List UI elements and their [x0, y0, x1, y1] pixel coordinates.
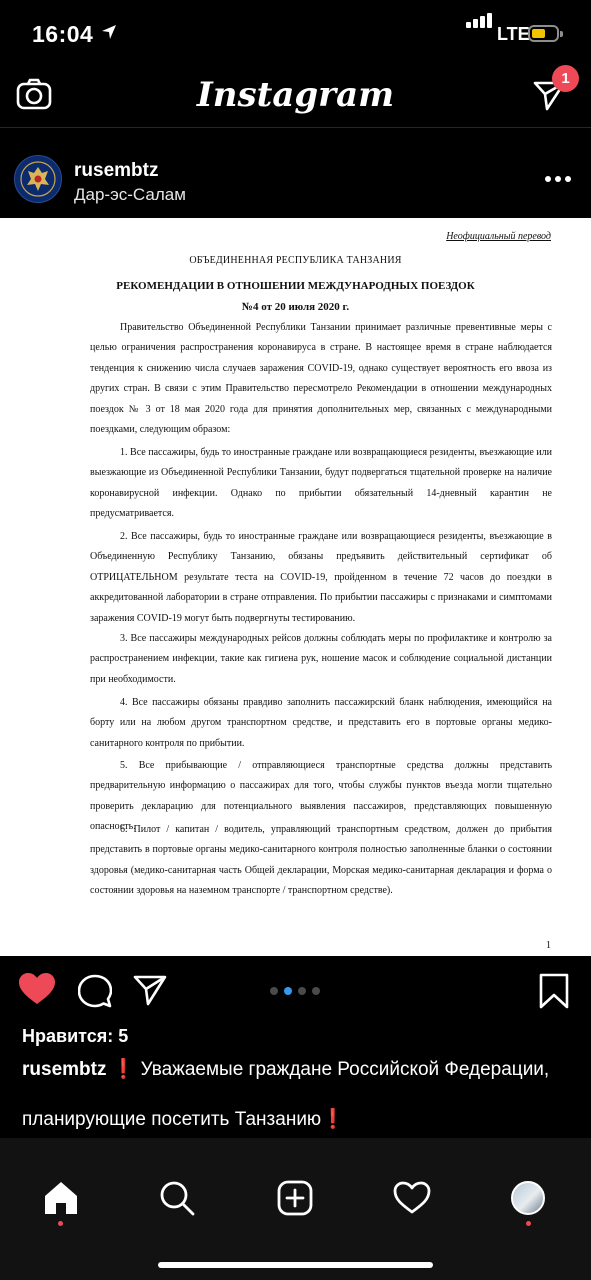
more-options-icon[interactable] [544, 175, 572, 183]
like-heart-icon[interactable] [18, 972, 56, 1006]
post-username[interactable]: rusembtz [74, 160, 159, 181]
status-time: 16:04 [32, 21, 94, 47]
document-paragraph: 4. Все пассажиры обязаны правдиво заполнить пассажирский бланк наблюдения, имеющийся на борту или на любом другом транспортном средстве, и представить его в портовые органы медико-санитарного контроля по прибытии. [90, 697, 552, 749]
post-caption [22, 1058, 562, 1082]
profile-avatar[interactable] [511, 1181, 545, 1215]
likes-count[interactable]: Нравится: 5 [22, 1026, 129, 1046]
instagram-logo: Instagram [196, 75, 395, 115]
home-icon[interactable] [43, 1180, 79, 1216]
document-paragraph: 3. Все пассажиры международных рейсов должны соблюдать меры по профилактике и контролю за распространением инфекции, такие как гигиена рук, ношение масок и соблюдение социальной дистанции при необходимости. [90, 633, 552, 685]
post-image-document[interactable] [0, 218, 591, 956]
profile-notification-dot [526, 1221, 531, 1226]
document-paragraph: 2. Все пассажиры, будь то иностранные граждане или возвращающиеся резиденты, въезжающие в Объединенную Республику Танзанию, обязаны предъявить действительный сертификат об ОТРИЦАТЕЛЬНОМ результате теста на COVID-19, пройденном в течение 72 часов до поездки в аккредитованной лаборатории в стране отправления. По прибытии пассажиры с признаками и симптомами заражения COVID-19 могут быть подвергнуты тестированию. [90, 531, 552, 624]
battery-icon [528, 25, 559, 42]
document-paragraph: 5. Все прибывающие / отправляющиеся транспортные средства должны представить предварительную информацию о пассажирах для того, чтобы службы пунктов въезда могли тщательно проверить декларацию для потенциального выявления пассажиров, представляющих повышенную опасность. [90, 760, 552, 833]
network-type: LTE [497, 24, 530, 44]
activity-heart-icon[interactable] [393, 1181, 431, 1215]
bookmark-icon[interactable] [538, 973, 570, 1009]
home-indicator [158, 1262, 433, 1268]
document-paragraph: 6. Пилот / капитан / водитель, управляющий транспортным средством, должен до прибытия представить в портовые органы медико-санитарного контроля полностью заполненные бланки о состоянии здоровья (медико-санитарная часть Общей декларации, Морская медико-санитарная декларация и форма о состоянии здоровья на наземном транспорте / транспортном средстве). [90, 824, 552, 897]
caption-text: ❗ Уважаемые граждане Российской Федерации, [111, 1059, 550, 1080]
home-notification-dot [58, 1221, 63, 1226]
caption-text-line: планирующие посетить Танзанию❗ [22, 1109, 345, 1130]
document-country: ОБЪЕДИНЕННАЯ РЕСПУБЛИКА ТАНЗАНИЯ [189, 255, 402, 266]
document-subtitle: №4 от 20 июля 2020 г. [241, 301, 350, 313]
document-paragraph: 1. Все пассажиры, будь то иностранные граждане или возвращающиеся резиденты, въезжающие или выезжающие из Объединенной Республики Танзании, будут подвергаться тщательной проверке на наличие коронавирусной инфекции. Однако по прибытии обязательный 14-дневный карантин не предусматривается. [90, 447, 552, 520]
carousel-indicator [270, 986, 324, 996]
document-page-number: 1 [546, 940, 551, 951]
new-post-icon[interactable] [277, 1180, 313, 1216]
post-location[interactable]: Дар-эс-Салам [74, 185, 186, 204]
search-icon[interactable] [159, 1180, 195, 1216]
location-arrow-icon [101, 24, 117, 40]
document-title: РЕКОМЕНДАЦИИ В ОТНОШЕНИИ МЕЖДУНАРОДНЫХ ПОЕЗДОК [116, 280, 475, 292]
user-avatar[interactable] [14, 155, 62, 203]
caption-username[interactable]: rusembtz [22, 1059, 107, 1080]
direct-notification-badge[interactable]: 1 [552, 65, 579, 92]
share-icon[interactable] [133, 974, 167, 1006]
document-tag: Неофициальный перевод [446, 231, 551, 242]
emblem-icon [15, 156, 61, 202]
comment-icon[interactable] [78, 974, 112, 1008]
header-divider [0, 127, 591, 128]
document-paragraph: Правительство Объединенной Республики Танзании принимает различные превентивные меры с целью ограничения распространения коронавируса в стране. В настоящее время в стране наблюдается тенденция к снижению числа случаев заражения COVID-19, однако существует вероятность его ввоза из других стран. В связи с этим Правительство пересмотрело Рекомендации в отношении международных поездок № 3 от 18 мая 2020 года для принятия дополнительных мер, связанных с международными поездками, следующим образом: [90, 322, 552, 436]
battery-cap [560, 31, 563, 37]
